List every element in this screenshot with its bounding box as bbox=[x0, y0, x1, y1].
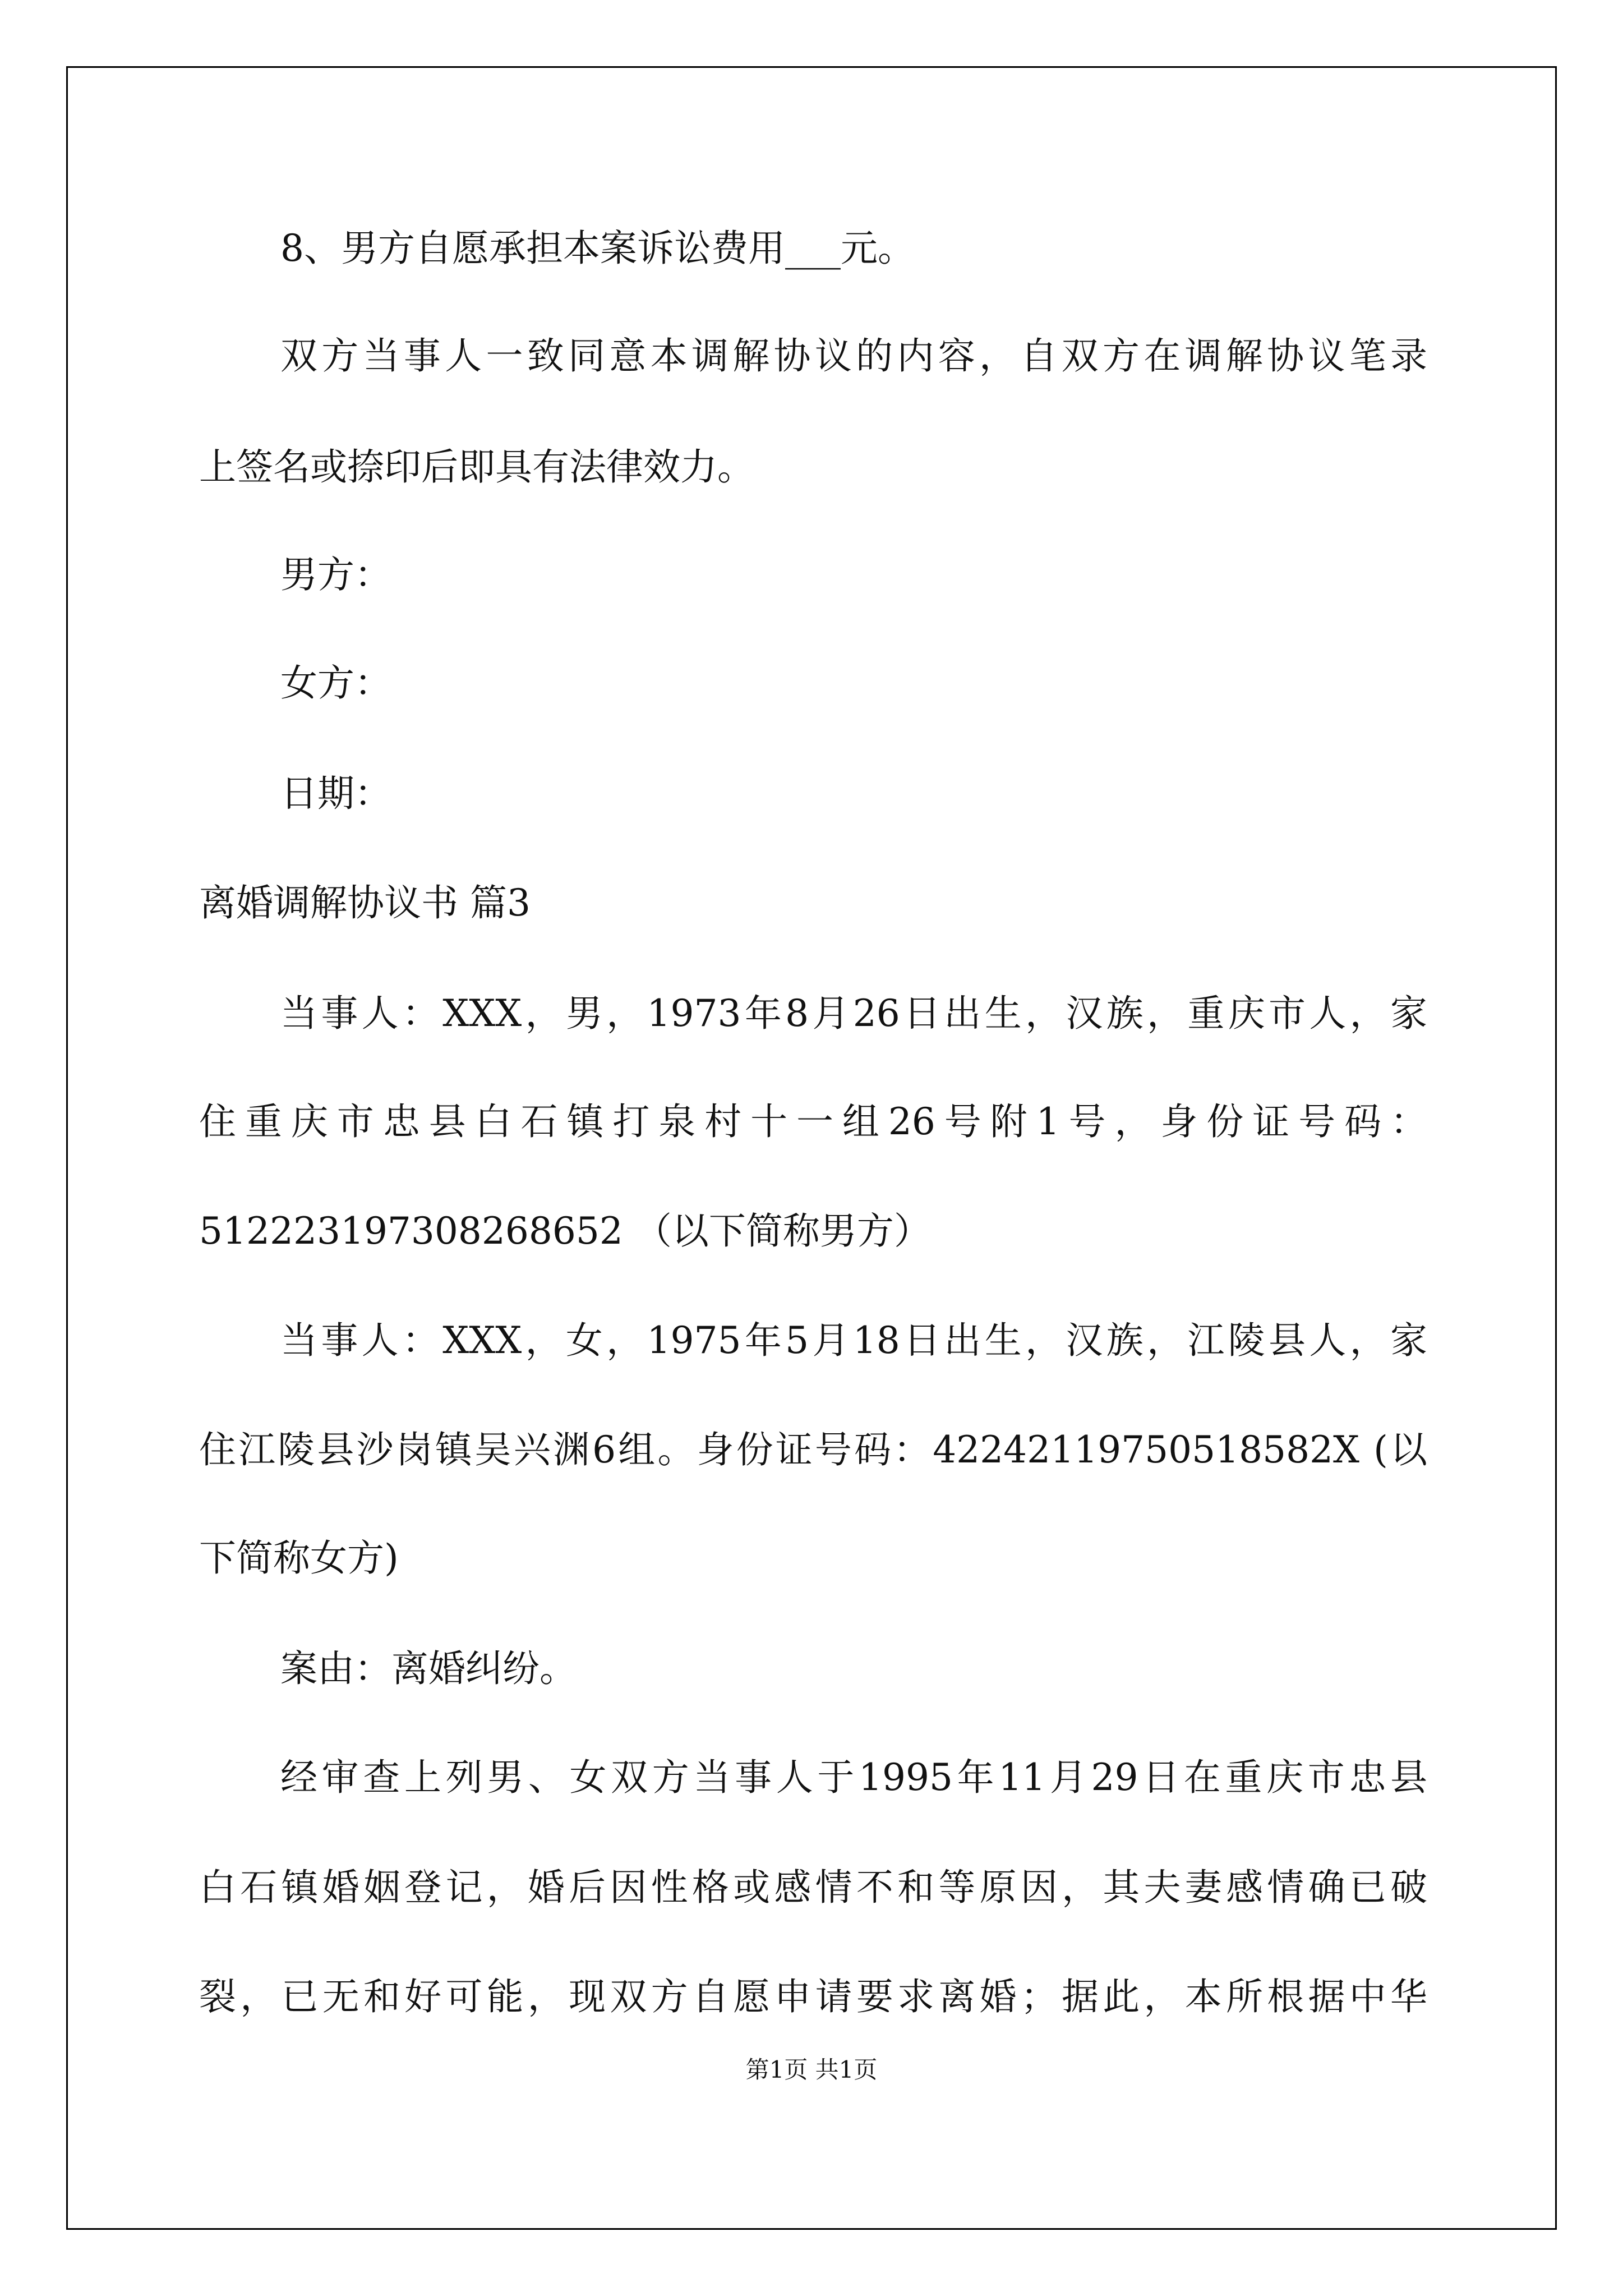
party-female-line-1: 当事人：XXX，女，1975年5月18日出生，汉族，江陵县人，家 bbox=[280, 1319, 1427, 1362]
signature-male: 男方： bbox=[280, 553, 391, 596]
party-male-line-2: 住重庆市忠县白石镇打泉村十一组26号附1号，身份证号码： bbox=[199, 1100, 1427, 1143]
review-line-3: 裂，已无和好可能，现双方自愿申请要求离婚；据此，本所根据中华 bbox=[199, 1975, 1427, 2018]
party-male-line-1: 当事人：XXX，男，1973年8月26日出生，汉族，重庆市人，家 bbox=[280, 992, 1427, 1035]
review-line-1: 经审查上列男、女双方当事人于1995年11月29日在重庆市忠县 bbox=[280, 1756, 1427, 1799]
section-heading: 离婚调解协议书 篇3 bbox=[199, 881, 531, 924]
signature-female: 女方： bbox=[280, 661, 391, 705]
signature-date: 日期： bbox=[280, 772, 391, 815]
case-cause: 案由：离婚纠纷。 bbox=[280, 1647, 577, 1690]
party-female-line-3: 下简称女方) bbox=[199, 1536, 399, 1580]
paragraph-agreement-line-2: 上签名或捺印后即具有法律效力。 bbox=[199, 445, 754, 489]
page-footer: 第1页 共1页 bbox=[745, 2056, 878, 2083]
party-female-line-2: 住江陵县沙岗镇吴兴渊6组。身份证号码：42242119750518582X (以 bbox=[199, 1428, 1427, 1471]
review-line-2: 白石镇婚姻登记，婚后因性格或感情不和等原因，其夫妻感情确已破 bbox=[199, 1866, 1427, 1909]
paragraph-agreement-line-1: 双方当事人一致同意本调解协议的内容，自双方在调解协议笔录 bbox=[280, 334, 1427, 378]
clause-8: 8、男方自愿承担本案诉讼费用___元。 bbox=[280, 227, 915, 270]
party-male-line-3: 512223197308268652 （以下简称男方） bbox=[199, 1209, 931, 1253]
